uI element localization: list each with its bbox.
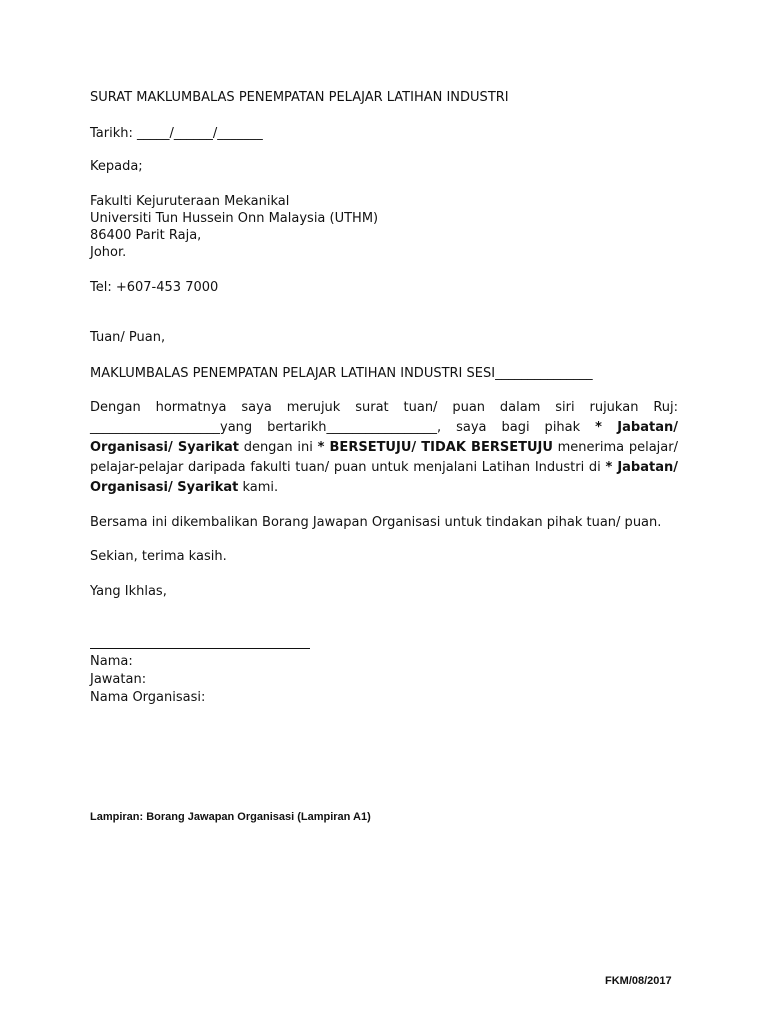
address-line-1: Fakulti Kejuruteraan Mekanikal [90,194,290,209]
attachment-note: Lampiran: Borang Jawapan Organisasi (Lampiran A1) [90,811,371,823]
closing-thanks: Sekian, terima kasih. [90,549,227,564]
telephone: Tel: +607-453 7000 [90,280,219,295]
body-paragraph-2: Bersama ini dikembalikan Borang Jawapan Organisasi untuk tindakan pihak tuan/ puan. [90,515,662,530]
body-paragraph-1 [90,398,678,498]
closing-signoff: Yang Ikhlas, [90,584,167,599]
paragraph-text: menerima pelajar/ pelajar-pelajar daripada fakulti tuan/ puan untuk menjalani Latihan Industri di [90,440,678,475]
signature-line [90,648,310,649]
paragraph-text: dengan ini [238,440,318,455]
recipient-intro: Kepada; [90,159,143,174]
paragraph-text: Dengan hormatnya saya merujuk surat tuan/ puan dalam siri rujukan Ruj: ____________________yang bertarikh_________________, saya bagi pihak [90,400,678,435]
form-code: FKM/08/2017 [605,975,672,987]
date-line: Tarikh: _____/______/_______ [90,126,263,141]
signature-organisation: Nama Organisasi: [90,690,206,705]
letter-title: SURAT MAKLUMBALAS PENEMPATAN PELAJAR LATIHAN INDUSTRI [90,90,509,105]
address-line-4: Johor. [90,245,127,260]
salutation: Tuan/ Puan, [90,330,166,345]
subject-line: MAKLUMBALAS PENEMPATAN PELAJAR LATIHAN INDUSTRI SESI_______________ [90,366,593,381]
paragraph-bold: * Jabatan/ Organisasi/ Syarikat [90,420,678,455]
paragraph-bold: * Jabatan/ Organisasi/ Syarikat [90,460,678,495]
paragraph-text: kami. [238,480,279,495]
signature-name: Nama: [90,654,133,669]
signature-position: Jawatan: [90,672,147,687]
address-line-2: Universiti Tun Hussein Onn Malaysia (UTHM) [90,211,379,226]
address-line-3: 86400 Parit Raja, [90,228,202,243]
paragraph-bold: * BERSETUJU/ TIDAK BERSETUJU [317,440,553,455]
